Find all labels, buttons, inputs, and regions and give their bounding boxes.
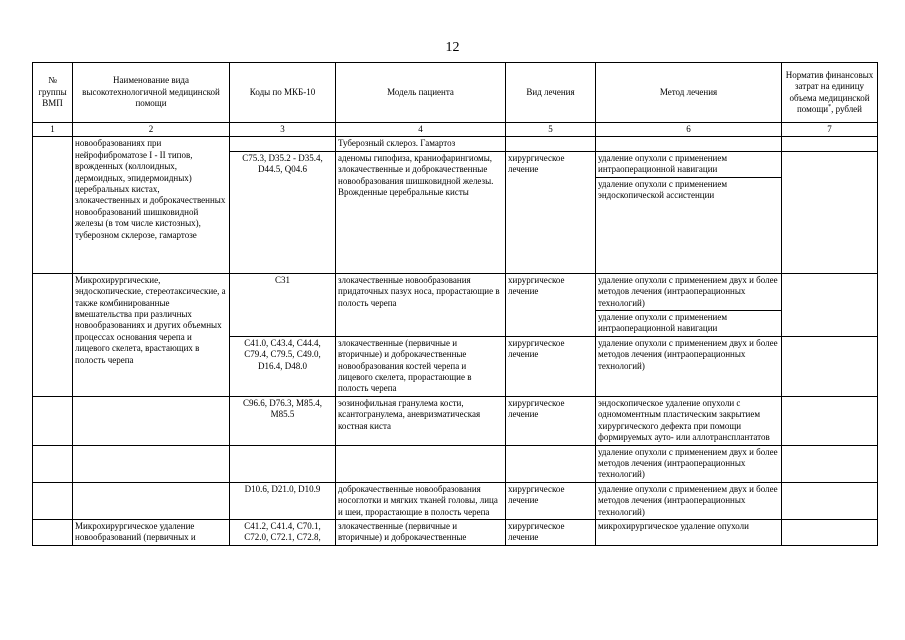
table-row [33,273,878,336]
icd-codes-cell: C41.2, C41.4, C70.1, C72.0, C72.1, C72.8, [230,519,336,545]
table-row [33,519,878,545]
cost-norm-cell [782,445,878,482]
patient-model-cell: злокачественные новообразования придаточных пазух носа, прорастающие в полость черепа [336,273,506,336]
treatment-method-item: удаление опухоли с применением эндоскопической ассистенции [596,177,781,202]
treatment-method-cell: удаление опухоли с применением двух и более методов лечения (интраоперационных технологий) [596,336,782,396]
treatment-type-cell: хирургическое лечение [506,151,596,273]
treatment-type-cell: хирургическое лечение [506,519,596,545]
patient-model-cell [336,445,506,482]
icd-codes-cell: C75.3, D35.2 - D35.4, D44.5, Q04.6 [230,151,336,273]
care-type-cell [73,482,230,519]
treatment-type-cell [506,137,596,151]
treatment-method-item: удаление опухоли с применением интраоперационной навигации [596,310,781,335]
column-number: 5 [506,123,596,137]
treatment-type-cell: хирургическое лечение [506,336,596,396]
patient-model-cell: Туберозный склероз. Гамартоз [336,137,506,151]
icd-codes-cell: C41.0, C43.4, C44.4, C79.4, C79.5, C49.0, D16.4, D48.0 [230,336,336,396]
treatment-method-cell: удаление опухоли с применением двух и более методов лечения (интраоперационных технологий) [596,482,782,519]
icd-codes-cell [230,445,336,482]
header-cost-norm [782,63,878,123]
care-type-cell [73,396,230,445]
table-row [33,396,878,445]
treatment-method-item: удаление опухоли с применением интраоперационной навигации [598,152,728,175]
header-treatment-method: Метод лечения [596,63,782,123]
icd-codes-cell [230,137,336,151]
treatment-method-cell: эндоскопическое удаление опухоли с одномоментным пластическим закрытием хирургического дефекта при помощи формируемых ауто- или аллотрансплантатов [596,396,782,445]
page-number: 12 [445,40,460,55]
treatment-method-cell: микрохирургическое удаление опухоли [596,519,782,545]
column-number: 3 [230,123,336,137]
cost-norm-cell [782,137,878,151]
header-cost-norm-unit: , рублей [831,103,862,114]
group-number-cell [33,482,73,519]
care-type-cell: новообразованиях при нейрофиброматозе I - II типов, врожденных (коллоидных, дермоидных, эпидермоидных) церебральных кистах, злокачественных и доброкачественных новообразований шишковидной железы (в том числе кистозных), туберозном склерозе, гамартозе [73,137,230,273]
treatment-type-cell: хирургическое лечение [506,396,596,445]
icd-codes-cell: C31 [230,273,336,336]
treatment-method-cell: удаление опухоли с применением двух и более методов лечения (интраоперационных технологий) [596,445,782,482]
cost-norm-cell [782,482,878,519]
table-row [33,137,878,151]
care-type-cell [73,445,230,482]
icd-codes-cell: C96.6, D76.3, M85.4, M85.5 [230,396,336,445]
header-cost-norm-text: Норматив финансовых затрат на единицу объема медицинской помощи [785,69,874,114]
column-number: 1 [33,123,73,137]
group-number-cell [33,519,73,545]
table-row [33,482,878,519]
care-type-cell: Микрохирургическое удаление новообразований (первичных и [73,519,230,545]
group-number-cell [33,445,73,482]
treatment-type-cell: хирургическое лечение [506,273,596,336]
column-number: 4 [336,123,506,137]
cost-norm-cell [782,519,878,545]
header-cost-norm-footnote: * [828,103,832,110]
cost-norm-cell [782,396,878,445]
group-number-cell [33,273,73,396]
cost-norm-cell [782,273,878,336]
column-number: 6 [596,123,782,137]
patient-model-cell: аденомы гипофиза, краниофарингиомы, злокачественные и доброкачественные новообразования шишковидной железы. Врожденные церебральные кисты [336,151,506,273]
header-patient-model: Модель пациента [336,63,506,123]
patient-model-cell: эозинофильная гранулема кости, ксантогранулема, аневризматическая костная киста [336,396,506,445]
care-type-cell: Микрохирургические, эндоскопические, стереотаксические, а также комбинированные вмешательства при различных новообразованиях и других объемных процессах основания черепа и лицевого скелета, врастающих в полость черепа [73,273,230,396]
header-group-number: № группы ВМП [33,63,73,123]
treatment-method-item: удаление опухоли с применением двух и более методов лечения (интраоперационных технологий) [598,274,778,308]
group-number-cell [33,137,73,273]
treatment-method-cell [596,151,782,273]
table-row [33,445,878,482]
column-number: 2 [73,123,230,137]
treatment-type-cell [506,445,596,482]
treatment-method-cell [596,137,782,151]
treatment-type-cell: хирургическое лечение [506,482,596,519]
treatment-method-cell [596,273,782,336]
column-number: 7 [782,123,878,137]
header-icd-codes: Коды по МКБ-10 [230,63,336,123]
cost-norm-cell [782,336,878,396]
table-header-row [33,63,878,123]
patient-model-cell: доброкачественные новообразования носоглотки и мягких тканей головы, лица и шеи, прорастающие в полость черепа [336,482,506,519]
header-treatment-type: Вид лечения [506,63,596,123]
patient-model-cell: злокачественные (первичные и вторичные) и доброкачественные [336,519,506,545]
patient-model-cell: злокачественные (первичные и вторичные) и доброкачественные новообразования костей черепа и лицевого скелета, прорастающие в полость черепа [336,336,506,396]
header-care-type: Наименование вида высокотехнологичной медицинской помощи [73,63,230,123]
column-number-row [33,123,878,137]
group-number-cell [33,396,73,445]
icd-codes-cell: D10.6, D21.0, D10.9 [230,482,336,519]
cost-norm-cell [782,151,878,273]
vmp-table [32,62,878,546]
